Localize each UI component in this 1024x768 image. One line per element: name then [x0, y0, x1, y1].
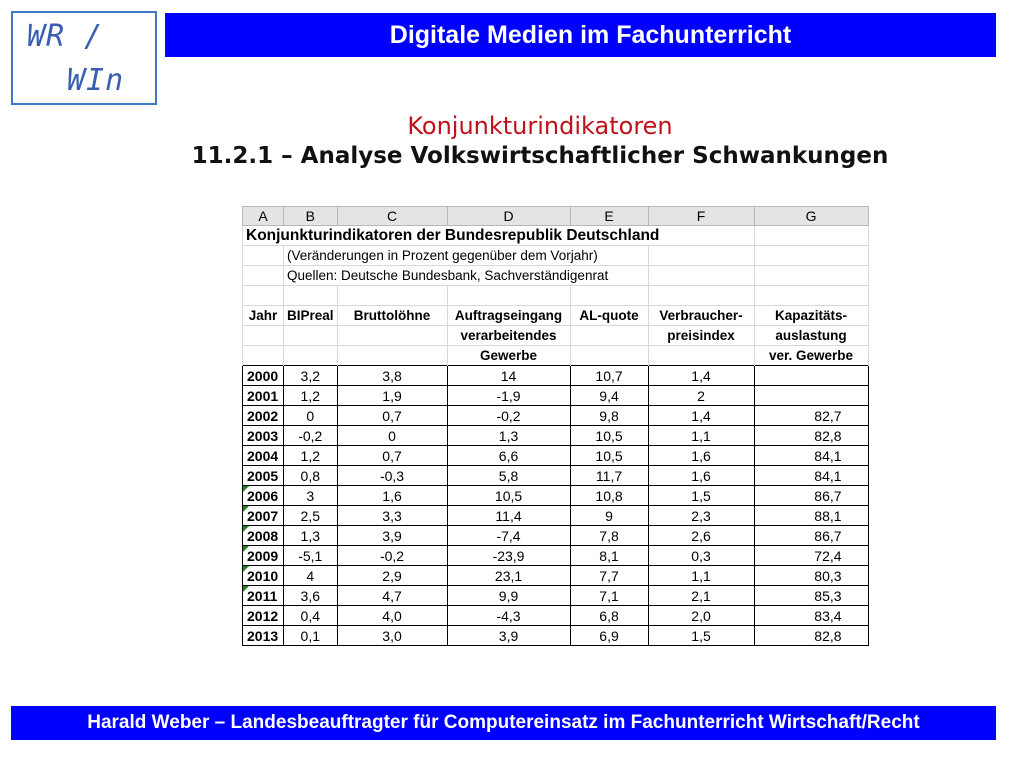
data-cell[interactable]: 83,4: [754, 606, 868, 626]
data-cell[interactable]: 0,7: [337, 446, 447, 466]
data-cell[interactable]: -23,9: [447, 546, 570, 566]
data-cell[interactable]: 9: [570, 506, 648, 526]
year-cell[interactable]: 2001: [243, 386, 284, 406]
data-cell[interactable]: 3,6: [284, 586, 338, 606]
data-cell[interactable]: 5,8: [447, 466, 570, 486]
data-cell[interactable]: 10,8: [570, 486, 648, 506]
data-cell[interactable]: 82,7: [754, 406, 868, 426]
sheet-source[interactable]: Quellen: Deutsche Bundesbank, Sachverständigenrat: [284, 266, 649, 286]
cell[interactable]: [648, 246, 754, 266]
data-cell[interactable]: 0,8: [284, 466, 338, 486]
year-cell[interactable]: 2009: [243, 546, 284, 566]
data-cell[interactable]: 3,9: [447, 626, 570, 646]
year-cell[interactable]: 2013: [243, 626, 284, 646]
data-cell[interactable]: 4,0: [337, 606, 447, 626]
data-cell[interactable]: 1,3: [284, 526, 338, 546]
slide-title: 11.2.1 – Analyse Volkswirtschaftlicher Schwankungen: [191, 143, 889, 169]
data-cell[interactable]: 2,0: [648, 606, 754, 626]
column-header[interactable]: G: [754, 207, 868, 226]
data-cell[interactable]: 86,7: [754, 486, 868, 506]
cell[interactable]: [243, 266, 284, 286]
table-row: [243, 566, 869, 586]
data-cell[interactable]: 1,6: [648, 446, 754, 466]
data-cell[interactable]: 2: [648, 386, 754, 406]
header-verbraucher[interactable]: Verbraucher-: [648, 306, 754, 326]
table-row: [243, 506, 869, 526]
header-kapazitaet[interactable]: Kapazitäts-: [754, 306, 868, 326]
data-cell[interactable]: 7,1: [570, 586, 648, 606]
year-cell[interactable]: 2002: [243, 406, 284, 426]
cell[interactable]: [754, 246, 868, 266]
data-cell[interactable]: 84,1: [754, 466, 868, 486]
table-row: [243, 586, 869, 606]
year-cell[interactable]: 2012: [243, 606, 284, 626]
data-cell[interactable]: 3,2: [284, 366, 338, 386]
table-row: [243, 546, 869, 566]
column-header[interactable]: B: [284, 207, 338, 226]
data-cell[interactable]: 11,4: [447, 506, 570, 526]
data-cell[interactable]: 1,2: [284, 386, 338, 406]
data-cell[interactable]: 1,6: [648, 466, 754, 486]
empty-row: [243, 286, 869, 306]
table-row: [243, 606, 869, 626]
logo-text-line1: WR /: [27, 19, 104, 54]
year-cell[interactable]: 2011: [243, 586, 284, 606]
data-cell[interactable]: 10,7: [570, 366, 648, 386]
slide-subtitle: Konjunkturindikatoren: [407, 112, 673, 140]
header-verarbeitendes[interactable]: verarbeitendes: [447, 326, 570, 346]
data-rows: [243, 366, 869, 646]
data-cell[interactable]: -1,9: [447, 386, 570, 406]
data-cell[interactable]: 7,7: [570, 566, 648, 586]
data-cell[interactable]: 2,5: [284, 506, 338, 526]
data-cell[interactable]: 2,9: [337, 566, 447, 586]
data-cell[interactable]: 1,4: [648, 366, 754, 386]
header-ver-gewerbe[interactable]: ver. Gewerbe: [754, 346, 868, 366]
data-cell[interactable]: 2,3: [648, 506, 754, 526]
data-cell[interactable]: 2,6: [648, 526, 754, 546]
logo: [11, 11, 157, 105]
header-row-1: [243, 306, 869, 326]
logo-text-line2: WIn: [67, 63, 125, 98]
data-cell[interactable]: 3,8: [337, 366, 447, 386]
data-cell[interactable]: 1,5: [648, 486, 754, 506]
year-cell[interactable]: 2008: [243, 526, 284, 546]
data-cell[interactable]: 1,5: [648, 626, 754, 646]
data-cell[interactable]: 0: [337, 426, 447, 446]
source-row: [243, 266, 869, 286]
data-cell[interactable]: 1,4: [648, 406, 754, 426]
data-cell[interactable]: 72,4: [754, 546, 868, 566]
data-cell[interactable]: 0,1: [284, 626, 338, 646]
year-cell[interactable]: 2003: [243, 426, 284, 446]
data-cell[interactable]: -7,4: [447, 526, 570, 546]
table-row: [243, 386, 869, 406]
data-cell[interactable]: 3,0: [337, 626, 447, 646]
spreadsheet-table: [242, 206, 869, 646]
data-cell[interactable]: 82,8: [754, 626, 868, 646]
header-auslastung[interactable]: auslastung: [754, 326, 868, 346]
cell[interactable]: [243, 246, 284, 266]
data-cell[interactable]: [754, 366, 868, 386]
data-cell[interactable]: 23,1: [447, 566, 570, 586]
header-row-2: [243, 326, 869, 346]
data-cell[interactable]: 10,5: [570, 446, 648, 466]
data-cell[interactable]: 8,1: [570, 546, 648, 566]
data-cell[interactable]: 0,3: [648, 546, 754, 566]
note-row: [243, 246, 869, 266]
data-cell[interactable]: 1,1: [648, 426, 754, 446]
data-cell[interactable]: -0,2: [337, 546, 447, 566]
cell[interactable]: [754, 266, 868, 286]
table-row: [243, 526, 869, 546]
sheet-title[interactable]: Konjunkturindikatoren der Bundesrepublik Deutschland: [243, 226, 755, 246]
data-cell[interactable]: 3,9: [337, 526, 447, 546]
data-cell[interactable]: 4: [284, 566, 338, 586]
year-cell[interactable]: 2005: [243, 466, 284, 486]
data-cell[interactable]: 1,6: [337, 486, 447, 506]
column-header[interactable]: F: [648, 207, 754, 226]
table-row: [243, 366, 869, 386]
data-cell[interactable]: 2,1: [648, 586, 754, 606]
header-al-quote[interactable]: AL-quote: [570, 306, 648, 326]
year-cell[interactable]: 2010: [243, 566, 284, 586]
header-title: Digitale Medien im Fachunterricht: [389, 20, 792, 49]
header-row-3: [243, 346, 869, 366]
data-cell[interactable]: 3: [284, 486, 338, 506]
header-preisindex[interactable]: preisindex: [648, 326, 754, 346]
data-cell[interactable]: 6,6: [447, 446, 570, 466]
data-cell[interactable]: 82,8: [754, 426, 868, 446]
data-cell[interactable]: 10,5: [570, 426, 648, 446]
table-row: [243, 426, 869, 446]
column-header-row: [243, 207, 869, 226]
cell[interactable]: [648, 266, 754, 286]
header-bar: [165, 13, 996, 57]
cell[interactable]: [754, 226, 868, 246]
header-auftragseingang[interactable]: Auftragseingang: [447, 306, 570, 326]
data-cell[interactable]: -5,1: [284, 546, 338, 566]
data-cell[interactable]: 80,3: [754, 566, 868, 586]
data-cell[interactable]: 3,3: [337, 506, 447, 526]
data-cell[interactable]: 7,8: [570, 526, 648, 546]
data-cell[interactable]: 4,7: [337, 586, 447, 606]
data-cell[interactable]: 9,4: [570, 386, 648, 406]
column-header[interactable]: E: [570, 207, 648, 226]
column-header[interactable]: C: [337, 207, 447, 226]
sheet-title-row: [243, 226, 869, 246]
data-cell[interactable]: 1,3: [447, 426, 570, 446]
data-cell[interactable]: 11,7: [570, 466, 648, 486]
data-cell[interactable]: -0,2: [447, 406, 570, 426]
data-cell[interactable]: 9,8: [570, 406, 648, 426]
sheet-note[interactable]: (Veränderungen in Prozent gegenüber dem Vorjahr): [284, 246, 649, 266]
data-cell[interactable]: 6,9: [570, 626, 648, 646]
header-bruttoloehne[interactable]: Bruttolöhne: [337, 306, 447, 326]
table-row: [243, 486, 869, 506]
column-header[interactable]: A: [243, 207, 284, 226]
data-cell[interactable]: -0,2: [284, 426, 338, 446]
year-cell[interactable]: 2000: [243, 366, 284, 386]
data-cell[interactable]: -4,3: [447, 606, 570, 626]
footer-text: Harald Weber – Landesbeauftragter für Computereinsatz im Fachunterricht Wirtschaft/Recht: [87, 712, 920, 733]
data-cell[interactable]: 10,5: [447, 486, 570, 506]
year-cell[interactable]: 2006: [243, 486, 284, 506]
table-row: [243, 446, 869, 466]
data-cell[interactable]: 85,3: [754, 586, 868, 606]
header-jahr[interactable]: Jahr: [243, 306, 284, 326]
data-cell[interactable]: 86,7: [754, 526, 868, 546]
data-cell[interactable]: 0,7: [337, 406, 447, 426]
header-gewerbe[interactable]: Gewerbe: [447, 346, 570, 366]
year-cell[interactable]: 2004: [243, 446, 284, 466]
footer-bar: [11, 706, 996, 740]
data-cell[interactable]: -0,3: [337, 466, 447, 486]
data-cell[interactable]: 1,1: [648, 566, 754, 586]
table-row: [243, 466, 869, 486]
data-cell[interactable]: 9,9: [447, 586, 570, 606]
data-cell[interactable]: 1,9: [337, 386, 447, 406]
data-cell[interactable]: [754, 386, 868, 406]
table-row: [243, 626, 869, 646]
data-cell[interactable]: 0: [284, 406, 338, 426]
data-cell[interactable]: 88,1: [754, 506, 868, 526]
year-cell[interactable]: 2007: [243, 506, 284, 526]
table-row: [243, 406, 869, 426]
header-bip[interactable]: BIPreal: [284, 306, 338, 326]
data-cell[interactable]: 6,8: [570, 606, 648, 626]
data-cell[interactable]: 1,2: [284, 446, 338, 466]
column-header[interactable]: D: [447, 207, 570, 226]
data-cell[interactable]: 0,4: [284, 606, 338, 626]
data-cell[interactable]: 84,1: [754, 446, 868, 466]
data-cell[interactable]: 14: [447, 366, 570, 386]
